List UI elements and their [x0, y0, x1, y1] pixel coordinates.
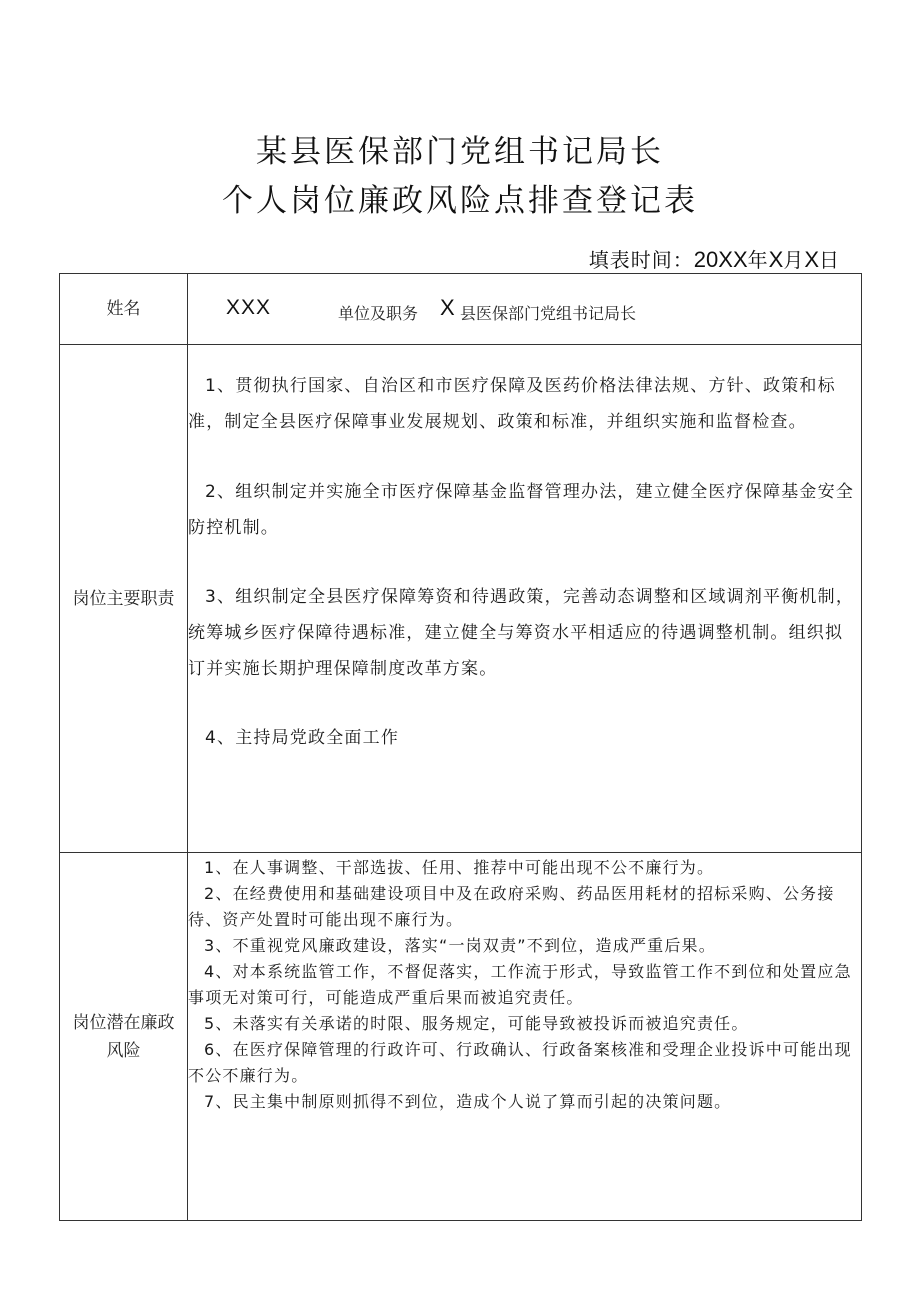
- risk-item: 3、不重视党风廉政建设，落实“一岗双责”不到位，造成严重后果。: [204, 936, 716, 955]
- duty-item: 4、主持局党政全面工作: [205, 728, 400, 748]
- risk-item: 4、对本系统监管工作，不督促落实，工作流于形式，导致监管工作不到位和处置应急事项无对策可行，可能造成严重后果而被追究责任。: [188, 962, 852, 1007]
- fill-date-month: X: [768, 247, 784, 272]
- fill-date-day: X: [804, 247, 819, 272]
- duties-label: 岗位主要职责: [60, 345, 188, 853]
- fill-date-day-unit: 日: [819, 248, 840, 272]
- risk-item: 5、未落实有关承诺的时限、服务规定，可能导致被投诉而被追究责任。: [204, 1014, 749, 1033]
- risk-item: 1、在人事调整、干部选拔、任用、推荐中可能出现不公不廉行为。: [204, 858, 715, 877]
- unit-position-x: X: [440, 295, 455, 320]
- fill-date-label: 填表时间：: [588, 248, 694, 272]
- risks-label-line2: 风险: [106, 1040, 141, 1061]
- fill-date: [589, 244, 840, 273]
- duties-row: [60, 345, 862, 853]
- risks-label-line1: 岗位潜在廉政: [72, 1012, 175, 1033]
- risk-item: 6、在医疗保障管理的行政许可、行政确认、行政备案核准和受理企业投诉中可能出现不公不廉行为。: [188, 1040, 852, 1085]
- duty-item: 1、贯彻执行国家、自治区和市医疗保障及医药价格法律法规、方针、政策和标准，制定全县医疗保障事业发展规划、政策和标准，并组织实施和监督检查。: [188, 376, 836, 432]
- risks-label: [60, 853, 188, 1221]
- risks-cell: [188, 853, 862, 1221]
- name-unit-cell: [188, 274, 862, 345]
- name-row: [60, 274, 862, 345]
- document-title-line2: 个人岗位廉政风险点排查登记表: [222, 183, 698, 219]
- unit-position-label: 单位及职务: [338, 304, 419, 323]
- document-title-line1: 某县医保部门党组书记局长: [256, 134, 664, 170]
- risks-row: [60, 853, 862, 1221]
- duty-item: 2、组织制定并实施全市医疗保障基金监督管理办法，建立健全医疗保障基金安全防控机制。: [188, 482, 855, 538]
- risk-registration-table: [59, 273, 862, 1221]
- duties-cell: [188, 345, 862, 853]
- duty-item: 3、组织制定全县医疗保障筹资和待遇政策，完善动态调整和区域调剂平衡机制，统筹城乡医疗保障待遇标准，建立健全与筹资水平相适应的待遇调整机制。组织拟订并实施长期护理保障制度改革方案。: [188, 587, 855, 679]
- fill-date-month-unit: 月: [783, 248, 805, 272]
- risk-item: 7、民主集中制原则抓得不到位，造成个人说了算而引起的决策问题。: [204, 1092, 732, 1111]
- name-label: 姓名: [60, 274, 188, 345]
- risk-item: 2、在经费使用和基础建设项目中及在政府采购、药品医用耗材的招标采购、公务接待、资产处置时可能出现不廉行为。: [188, 884, 835, 929]
- unit-position-value: 县医保部门党组书记局长: [460, 304, 637, 323]
- fill-date-year-unit: 年: [747, 248, 769, 272]
- fill-date-year: 20XX: [693, 247, 748, 272]
- name-value: XXX: [226, 296, 272, 319]
